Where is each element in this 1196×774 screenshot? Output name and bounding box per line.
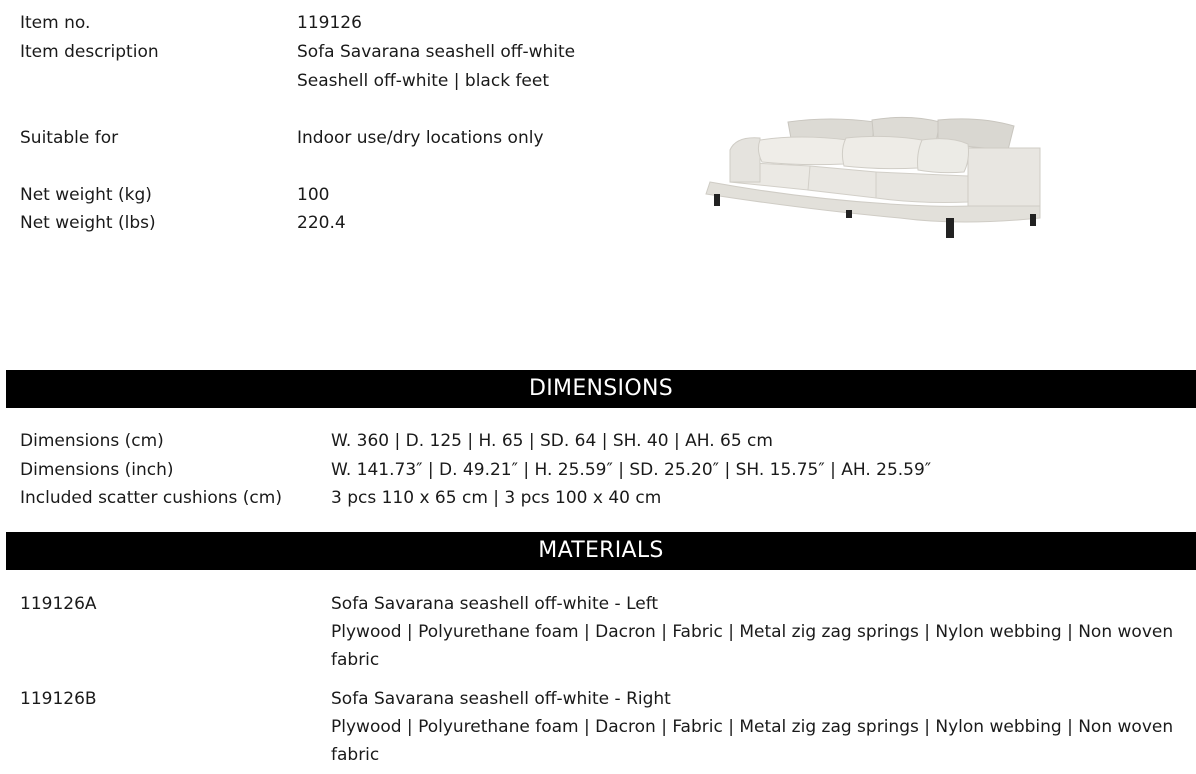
- suitable-for-label: Suitable for: [20, 128, 119, 148]
- scatter-cushions-value: 3 pcs 110 x 65 cm | 3 pcs 100 x 40 cm: [331, 488, 662, 508]
- material-item-name: Sofa Savarana seashell off-white - Right: [331, 689, 671, 709]
- dimensions-inch-value: W. 141.73″ | D. 49.21″ | H. 25.59″ | SD. 25.20″ | SH. 15.75″ | AH. 25.59″: [331, 460, 932, 480]
- net-weight-kg-value: 100: [297, 185, 330, 205]
- scatter-cushions-label: Included scatter cushions (cm): [20, 488, 282, 508]
- materials-header: MATERIALS: [6, 532, 1196, 570]
- material-item-list: Plywood | Polyurethane foam | Dacron | Fabric | Metal zig zag springs | Nylon webbing | Non woven fabric: [331, 717, 1174, 765]
- material-item-code: 119126A: [20, 594, 97, 614]
- dimensions-cm-value: W. 360 | D. 125 | H. 65 | SD. 64 | SH. 40 | AH. 65 cm: [331, 431, 773, 451]
- item-description-line1: Sofa Savarana seashell off-white: [297, 42, 576, 62]
- dimensions-inch-label: Dimensions (inch): [20, 460, 174, 480]
- item-no-label: Item no.: [20, 13, 91, 33]
- suitable-for-value: Indoor use/dry locations only: [297, 128, 544, 148]
- item-description-line2: Seashell off-white | black feet: [297, 71, 550, 91]
- dimensions-cm-label: Dimensions (cm): [20, 431, 164, 451]
- material-item-code: 119126B: [20, 689, 97, 709]
- item-no-value: 119126: [297, 13, 362, 33]
- net-weight-kg-label: Net weight (kg): [20, 185, 152, 205]
- net-weight-lbs-value: 220.4: [297, 213, 346, 233]
- product-image: [700, 110, 1045, 245]
- net-weight-lbs-label: Net weight (lbs): [20, 213, 156, 233]
- item-description-label: Item description: [20, 42, 159, 62]
- material-item-name: Sofa Savarana seashell off-white - Left: [331, 594, 659, 614]
- dimensions-header: DIMENSIONS: [6, 370, 1196, 408]
- material-item-list: Plywood | Polyurethane foam | Dacron | Fabric | Metal zig zag springs | Nylon webbing | Non woven fabric: [331, 622, 1174, 670]
